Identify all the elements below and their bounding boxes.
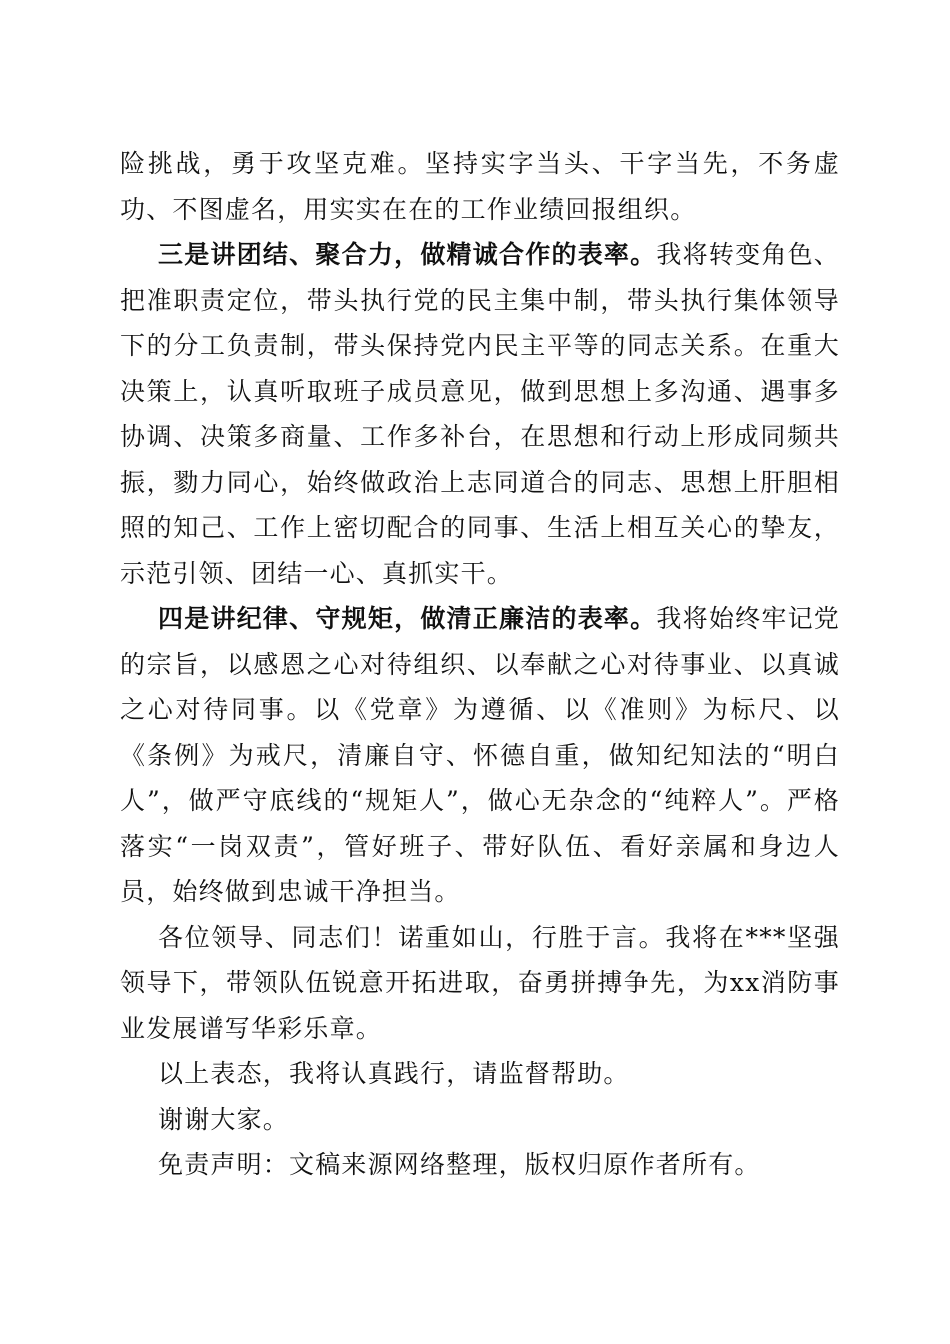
paragraph-closing	[120, 1051, 840, 1097]
paragraph-lead-bold: 三是讲团结、聚合力，做精诚合作的表率。	[158, 240, 657, 269]
paragraph-body: 险挑战，勇于攻坚克难。坚持实字当头、干字当先，不务虚功、不图虚名，用实实在在的工作业绩回报组织。	[120, 149, 840, 224]
paragraph-body: 我将转变角色、把准职责定位，带头执行党的民主集中制，带头执行集体领导下的分工负责制，带头保持党内民主平等的同志关系。在重大决策上，认真听取班子成员意见，做到思想上多沟通、遇事多协调、决策多商量、工作多补台，在思想和行动上形成同频共振，勠力同心，始终做政治上志同道合的同志、思想上肝胆相照的知己、工作上密切配合的同事、生活上相互关心的挚友，示范引领、团结一心、真抓实干。	[120, 240, 840, 588]
paragraph-lead-bold: 四是讲纪律、守规矩，做清正廉洁的表率。	[158, 604, 657, 633]
paragraph-body: 我将始终牢记党的宗旨，以感恩之心对待组织、以奉献之心对待事业、以真诚之心对待同事。以《党章》为遵循、以《准则》为标尺、以《条例》为戒尺，清廉自守、怀德自重，做知纪知法的“明白人”，做严守底线的“规矩人”，做心无杂念的“纯粹人”。严格落实“一岗双责”，管好班子、带好队伍、看好亲属和身边人员，始终做到忠诚干净担当。	[120, 604, 840, 906]
paragraph-body: 免责声明：文稿来源网络整理，版权归原作者所有。	[158, 1150, 761, 1179]
paragraph-body: 以上表态，我将认真践行，请监督帮助。	[158, 1059, 630, 1088]
document-body	[120, 141, 840, 1188]
paragraph-body: 各位领导、同志们！诺重如山，行胜于言。我将在***坚强领导下，带领队伍锐意开拓进取，奋勇拼搏争先，为xx消防事业发展谱写华彩乐章。	[120, 922, 840, 1043]
paragraph-discipline	[120, 596, 840, 915]
paragraph-disclaimer	[120, 1142, 840, 1188]
paragraph-pledge	[120, 915, 840, 1052]
paragraph-continuation	[120, 141, 840, 232]
paragraph-unity	[120, 232, 840, 596]
paragraph-body: 谢谢大家。	[158, 1104, 290, 1134]
paragraph-thanks	[120, 1097, 840, 1143]
